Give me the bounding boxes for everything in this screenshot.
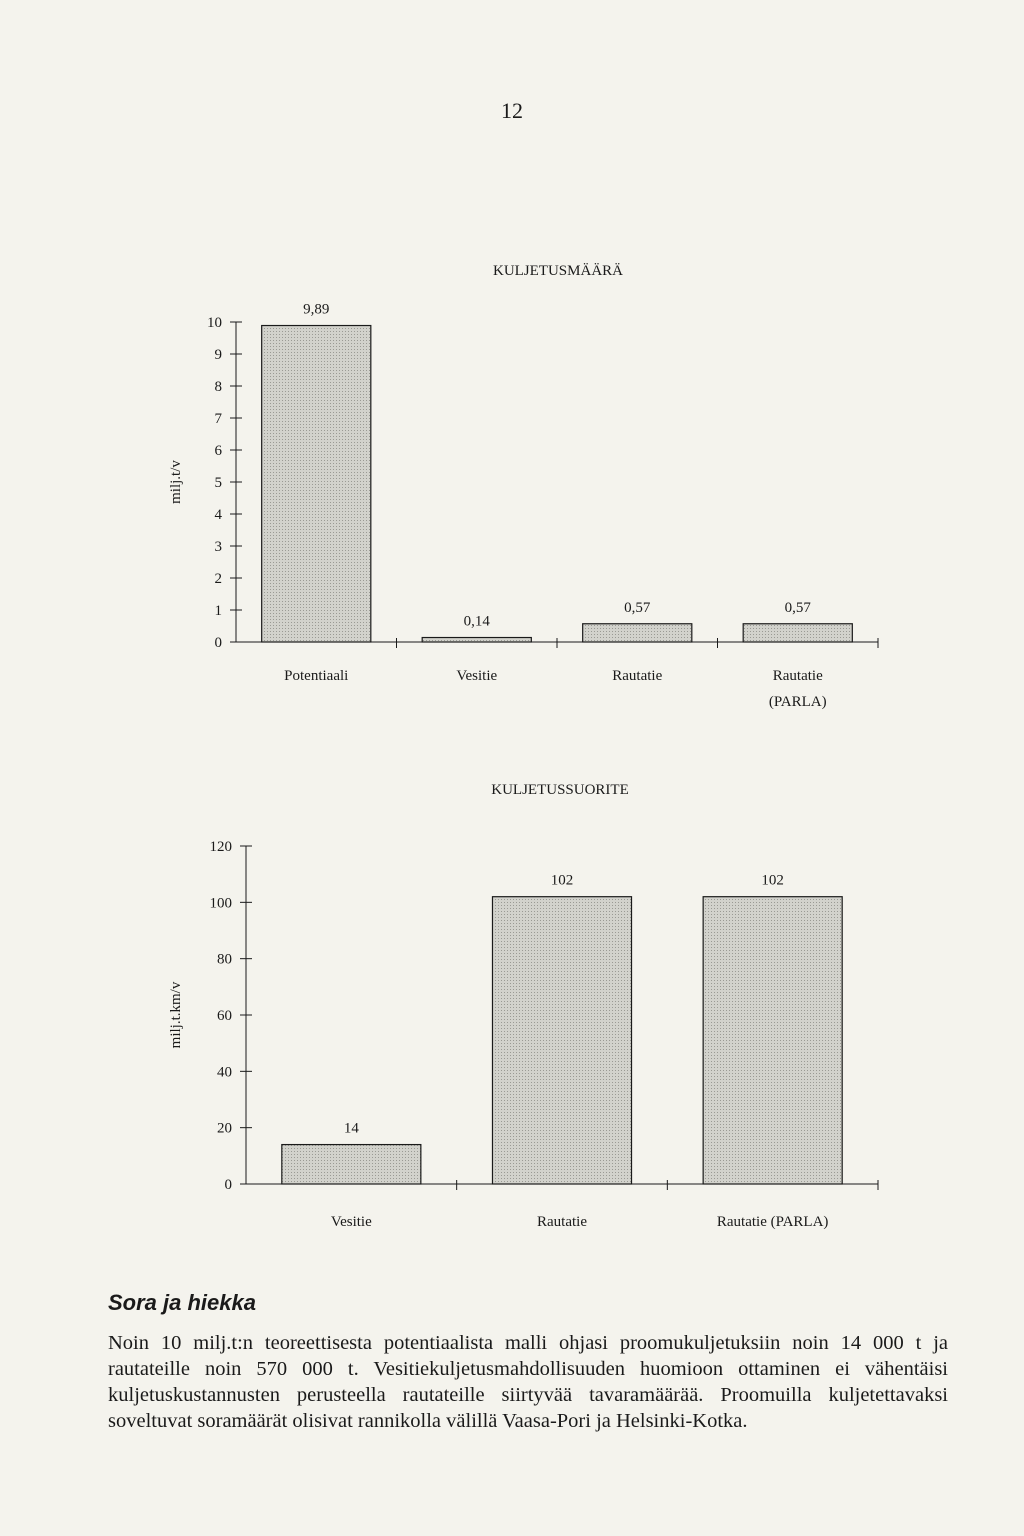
y-tick-label: 0 xyxy=(224,1177,232,1193)
y-tick-label: 3 xyxy=(214,539,222,555)
chart-title: KULJETUSSUORITE xyxy=(491,782,629,798)
chart-kuljetussuorite xyxy=(0,770,1024,1260)
bar-value-label: 0,14 xyxy=(463,613,490,630)
y-tick-label: 20 xyxy=(217,1120,232,1137)
section-heading: Sora ja hiekka xyxy=(108,1290,256,1315)
y-tick-label: 1 xyxy=(214,603,222,619)
y-tick-label: 2 xyxy=(214,571,222,587)
x-category-label: Rautatie xyxy=(772,668,823,684)
bar-value-label: 14 xyxy=(343,1120,359,1137)
x-category-label: (PARLA) xyxy=(768,694,827,710)
bar xyxy=(282,1145,421,1184)
page-number: 12 xyxy=(501,98,523,123)
y-tick-label: 80 xyxy=(217,951,232,968)
y-tick-label: 0 xyxy=(214,635,222,651)
y-tick-label: 10 xyxy=(207,315,222,331)
bar xyxy=(583,624,692,642)
y-tick-label: 7 xyxy=(214,411,222,427)
y-tick-label: 5 xyxy=(214,475,222,491)
y-tick-label: 100 xyxy=(209,895,232,912)
bar xyxy=(703,897,842,1184)
y-axis-label: milj.t/v xyxy=(168,460,184,504)
y-tick-label: 8 xyxy=(214,379,222,395)
bar-value-label: 0,57 xyxy=(784,599,811,616)
body-paragraph: Noin 10 milj.t:n teoreettisesta potentiaalista malli ohjasi proomukuljetuksiin noin 14 000 t ja rautateille noin 570 000 t. Vesitiekuljetusmahdollisuuden huomioon ottaminen ei vähentäisi kuljetuskustannusten perusteella rautateille siirtyvää tavaramäärää. Proomuilla kuljetettavaksi soveltuvat soramäärät olisivat rannikolla välillä Vaasa-Pori ja Helsinki-Kotka. xyxy=(108,1332,948,1432)
bar-value-label: 102 xyxy=(761,872,784,889)
chart-kuljetusmaara xyxy=(0,250,1024,730)
x-category-label: Rautatie xyxy=(537,1214,587,1230)
y-tick-label: 9 xyxy=(214,347,222,363)
bar xyxy=(743,624,852,642)
bar-value-label: 0,57 xyxy=(624,599,651,616)
bar xyxy=(492,897,631,1184)
y-tick-label: 60 xyxy=(217,1008,232,1024)
y-tick-label: 4 xyxy=(214,507,222,523)
bar xyxy=(422,638,531,642)
y-tick-label: 120 xyxy=(209,839,232,855)
y-axis-label: milj.t.km/v xyxy=(168,981,184,1049)
x-category-label: Rautatie xyxy=(612,668,663,684)
bar-value-label: 102 xyxy=(550,872,574,889)
chart-title: KULJETUSMÄÄRÄ xyxy=(492,263,624,279)
y-tick-label: 40 xyxy=(217,1064,232,1081)
x-category-label: Vesitie xyxy=(330,1214,372,1230)
x-category-label: Vesitie xyxy=(456,668,498,684)
bar-value-label: 9,89 xyxy=(303,301,330,318)
x-category-label: Rautatie (PARLA) xyxy=(716,1214,829,1230)
bar xyxy=(262,326,371,642)
y-tick-label: 6 xyxy=(214,443,222,459)
x-category-label: Potentiaali xyxy=(284,668,349,684)
